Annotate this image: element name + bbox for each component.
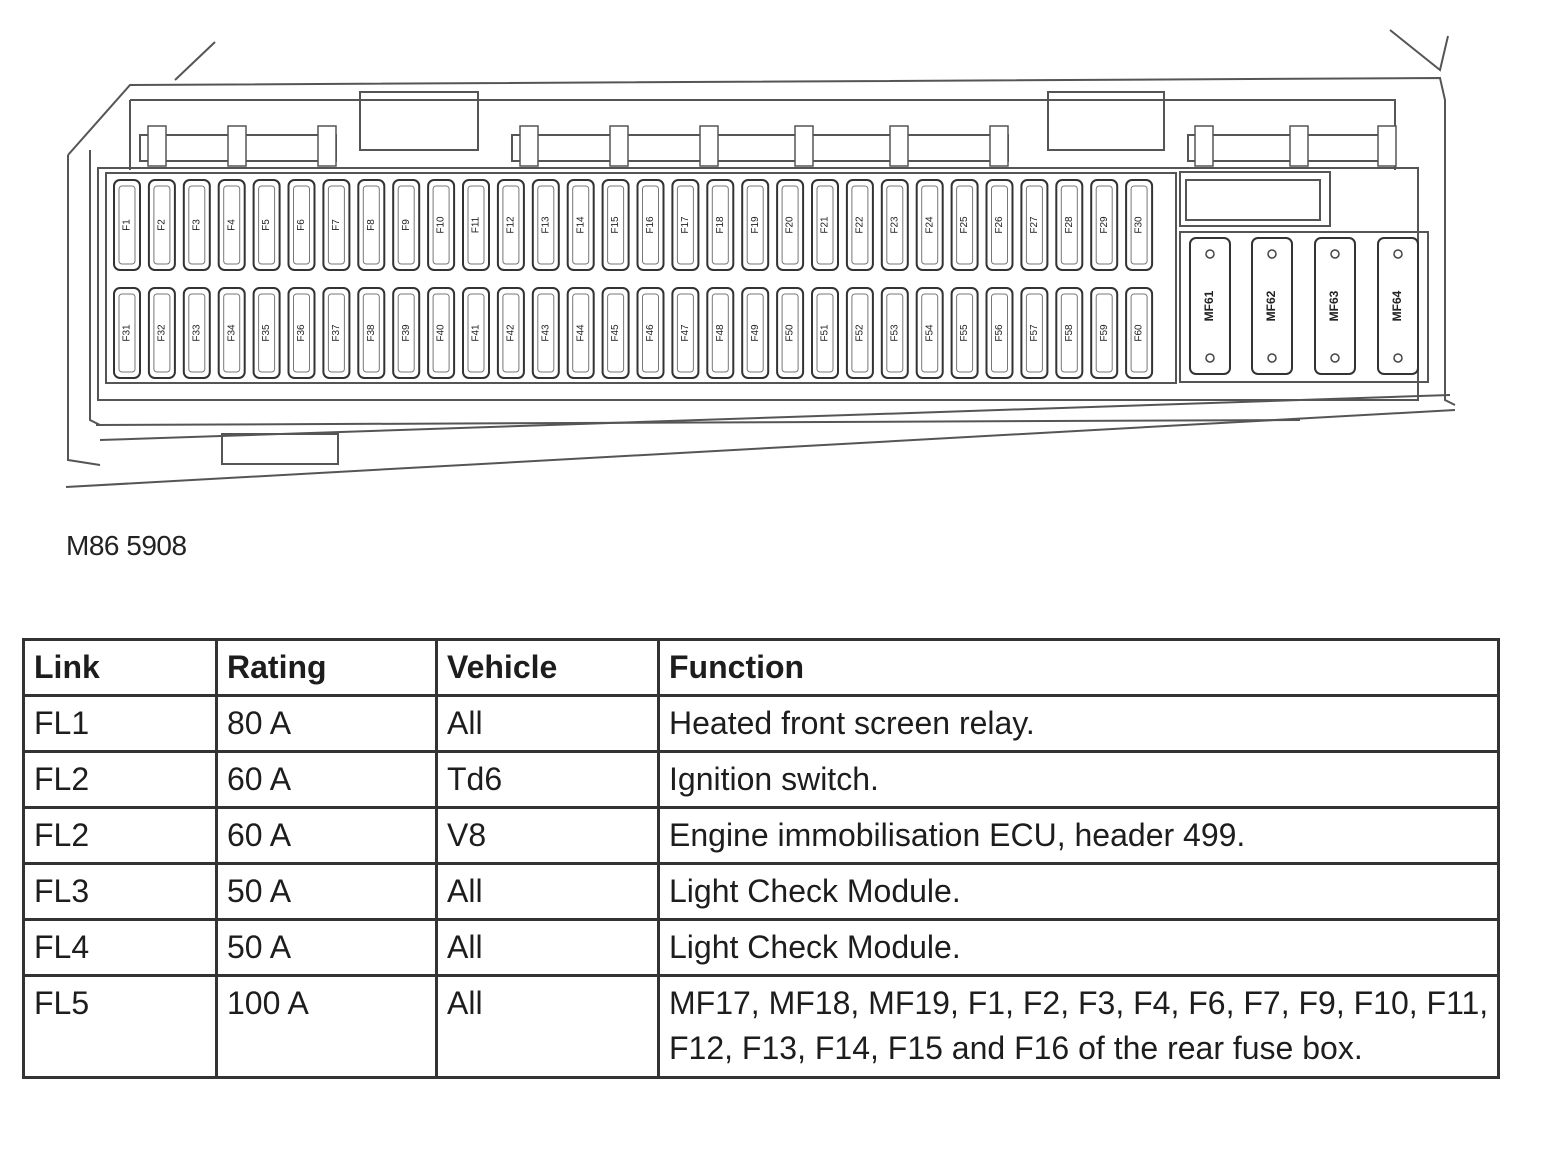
fuse-label: F37: [331, 324, 343, 342]
fuse-f36: [289, 288, 315, 378]
fuse-f2: [149, 180, 175, 270]
fuse-label: F56: [994, 324, 1006, 342]
fuse-f57: [1021, 288, 1047, 378]
fuse-label: F40: [435, 324, 447, 342]
fuse-f34: [219, 288, 245, 378]
maxi-fuse-mf61: [1190, 238, 1230, 374]
fuse-f52: [847, 288, 873, 378]
fuse-f21: [812, 180, 838, 270]
fuse-label: F51: [819, 324, 831, 342]
fuse-label: F54: [924, 324, 936, 342]
fuse-label: F34: [226, 324, 238, 342]
fuse-label: F60: [1133, 324, 1145, 342]
fuse-f20: [777, 180, 803, 270]
fuse-label: F21: [819, 216, 831, 234]
fuse-f48: [707, 288, 733, 378]
fuse-label: F7: [331, 219, 343, 231]
fuse-label: F39: [400, 324, 412, 342]
fuse-label: F11: [470, 216, 482, 234]
cell-link: FL2: [24, 752, 217, 808]
fuse-f41: [463, 288, 489, 378]
fuse-box-diagram: [0, 0, 1560, 520]
fuse-label: F22: [854, 216, 866, 234]
fuse-f28: [1056, 180, 1082, 270]
fuse-label: F12: [505, 216, 517, 234]
fuse-f26: [987, 180, 1013, 270]
cell-function: MF17, MF18, MF19, F1, F2, F3, F4, F6, F7, F9, F10, F11, F12, F13, F14, F15 and F16 of the rear fuse box.: [659, 976, 1499, 1078]
rail-clip: [795, 126, 813, 166]
header-link: Link: [24, 640, 217, 696]
fuse-label: F2: [156, 219, 168, 231]
fuse-f31: [114, 288, 140, 378]
fuse-label: F29: [1098, 216, 1110, 234]
fuse-label: F58: [1063, 324, 1075, 342]
fuse-label: F28: [1063, 216, 1075, 234]
fuse-f16: [638, 180, 664, 270]
rail-clip: [148, 126, 166, 166]
fuse-f40: [428, 288, 454, 378]
fusible-link-table: [22, 638, 1500, 1079]
fuse-f27: [1021, 180, 1047, 270]
rail-clip: [520, 126, 538, 166]
cell-rating: 50 A: [217, 920, 437, 976]
header-vehicle: Vehicle: [437, 640, 659, 696]
fuse-f43: [533, 288, 559, 378]
fuse-label: F14: [575, 216, 587, 234]
fuse-label: F59: [1098, 324, 1110, 342]
fuse-f49: [742, 288, 768, 378]
fuse-f22: [847, 180, 873, 270]
rail-clip: [1290, 126, 1308, 166]
fuse-label: F45: [610, 324, 622, 342]
fuse-label: F49: [749, 324, 761, 342]
fuse-f44: [568, 288, 594, 378]
fuse-f15: [603, 180, 629, 270]
fuse-f33: [184, 288, 210, 378]
table-row: [24, 808, 1499, 864]
fuse-f19: [742, 180, 768, 270]
fuse-f7: [323, 180, 349, 270]
maxi-fuse-label: MF62: [1264, 290, 1279, 322]
cell-vehicle: V8: [437, 808, 659, 864]
table-row: [24, 752, 1499, 808]
cell-link: FL3: [24, 864, 217, 920]
fuse-label: F9: [400, 219, 412, 231]
maxi-fuse-mf63: [1315, 238, 1355, 374]
rail-clip: [890, 126, 908, 166]
fuse-label: F43: [540, 324, 552, 342]
maxi-fuse-mf64: [1378, 238, 1418, 374]
fuse-label: F16: [645, 216, 657, 234]
fuse-f13: [533, 180, 559, 270]
fuse-label: F17: [680, 216, 692, 234]
fuse-label: F19: [749, 216, 761, 234]
fuse-label: F13: [540, 216, 552, 234]
fuse-f6: [289, 180, 315, 270]
cell-link: FL5: [24, 976, 217, 1078]
rail-clip: [700, 126, 718, 166]
figure-reference: M86 5908: [66, 530, 187, 561]
fuse-f50: [777, 288, 803, 378]
fuse-label: F20: [784, 216, 796, 234]
fuse-f32: [149, 288, 175, 378]
fuse-label: F23: [889, 216, 901, 234]
fuse-f12: [498, 180, 524, 270]
fuse-label: F42: [505, 324, 517, 342]
cell-vehicle: All: [437, 696, 659, 752]
fuse-label: F31: [121, 324, 133, 342]
cell-vehicle: All: [437, 920, 659, 976]
fuse-label: F55: [959, 324, 971, 342]
maxi-fuse-group: [1190, 238, 1418, 374]
fuse-f9: [393, 180, 419, 270]
fuse-label: F8: [365, 219, 377, 231]
fuse-label: F30: [1133, 216, 1145, 234]
header-rating: Rating: [217, 640, 437, 696]
cell-vehicle: All: [437, 864, 659, 920]
fuse-f5: [254, 180, 280, 270]
cell-link: FL4: [24, 920, 217, 976]
fuse-label: F47: [680, 324, 692, 342]
fuse-label: F48: [714, 324, 726, 342]
fuse-f42: [498, 288, 524, 378]
fuse-row-bottom: [114, 288, 1152, 378]
fuse-label: F52: [854, 324, 866, 342]
fuse-label: F3: [191, 219, 203, 231]
fuse-f46: [638, 288, 664, 378]
fuse-f45: [603, 288, 629, 378]
cell-function: Heated front screen relay.: [659, 696, 1499, 752]
rail-clip: [318, 126, 336, 166]
maxi-fuse-mf62: [1252, 238, 1292, 374]
fuse-f51: [812, 288, 838, 378]
rail-clip: [1195, 126, 1213, 166]
fuse-label: F32: [156, 324, 168, 342]
cell-function: Light Check Module.: [659, 920, 1499, 976]
cell-rating: 60 A: [217, 808, 437, 864]
cell-rating: 60 A: [217, 752, 437, 808]
fuse-f37: [323, 288, 349, 378]
fuse-f25: [952, 180, 978, 270]
maxi-fuse-label: MF61: [1202, 290, 1217, 322]
fuse-label: F41: [470, 324, 482, 342]
table-row: [24, 920, 1499, 976]
fuse-f18: [707, 180, 733, 270]
fuse-f53: [882, 288, 908, 378]
fuse-f38: [358, 288, 384, 378]
maxi-fuse-label: MF64: [1390, 290, 1405, 322]
fuse-f60: [1126, 288, 1152, 378]
fuse-f56: [987, 288, 1013, 378]
table-header-row: [24, 640, 1499, 696]
fuse-f58: [1056, 288, 1082, 378]
rail-clip: [1378, 126, 1396, 166]
fuse-f35: [254, 288, 280, 378]
fuse-f8: [358, 180, 384, 270]
fuse-f23: [882, 180, 908, 270]
fuse-f10: [428, 180, 454, 270]
fuse-f59: [1091, 288, 1117, 378]
fuse-label: F4: [226, 219, 238, 231]
fuse-f54: [917, 288, 943, 378]
fuse-f14: [568, 180, 594, 270]
fuse-f11: [463, 180, 489, 270]
cell-function: Ignition switch.: [659, 752, 1499, 808]
fuse-label: F25: [959, 216, 971, 234]
fuse-f47: [672, 288, 698, 378]
cell-link: FL2: [24, 808, 217, 864]
maxi-fuse-label: MF63: [1327, 290, 1342, 322]
fuse-f17: [672, 180, 698, 270]
rail-clip: [228, 126, 246, 166]
fuse-label: F38: [365, 324, 377, 342]
fuse-f29: [1091, 180, 1117, 270]
fuse-label: F36: [296, 324, 308, 342]
fuse-label: F6: [296, 219, 308, 231]
table-row: [24, 864, 1499, 920]
fuse-label: F27: [1029, 216, 1041, 234]
cell-vehicle: All: [437, 976, 659, 1078]
fuse-label: F35: [261, 324, 273, 342]
cell-function: Engine immobilisation ECU, header 499.: [659, 808, 1499, 864]
fuse-row-top: [114, 180, 1152, 270]
fuse-label: F50: [784, 324, 796, 342]
fuse-label: F1: [121, 219, 133, 231]
fuse-label: F18: [714, 216, 726, 234]
fuse-f1: [114, 180, 140, 270]
fuse-label: F24: [924, 216, 936, 234]
cell-vehicle: Td6: [437, 752, 659, 808]
header-function: Function: [659, 640, 1499, 696]
cell-rating: 100 A: [217, 976, 437, 1078]
fuse-label: F33: [191, 324, 203, 342]
fuse-label: F46: [645, 324, 657, 342]
fuse-label: F5: [261, 219, 273, 231]
table-row: [24, 976, 1499, 1078]
fuse-label: F10: [435, 216, 447, 234]
cell-function: Light Check Module.: [659, 864, 1499, 920]
cell-rating: 50 A: [217, 864, 437, 920]
fuse-f55: [952, 288, 978, 378]
fuse-f4: [219, 180, 245, 270]
fuse-f30: [1126, 180, 1152, 270]
rail-clip: [990, 126, 1008, 166]
rail-clip: [610, 126, 628, 166]
cell-rating: 80 A: [217, 696, 437, 752]
fuse-f39: [393, 288, 419, 378]
fuse-label: F44: [575, 324, 587, 342]
fuse-f24: [917, 180, 943, 270]
table-row: [24, 696, 1499, 752]
fuse-label: F15: [610, 216, 622, 234]
fuse-label: F53: [889, 324, 901, 342]
cell-link: FL1: [24, 696, 217, 752]
fuse-f3: [184, 180, 210, 270]
fuse-label: F57: [1029, 324, 1041, 342]
fuse-label: F26: [994, 216, 1006, 234]
